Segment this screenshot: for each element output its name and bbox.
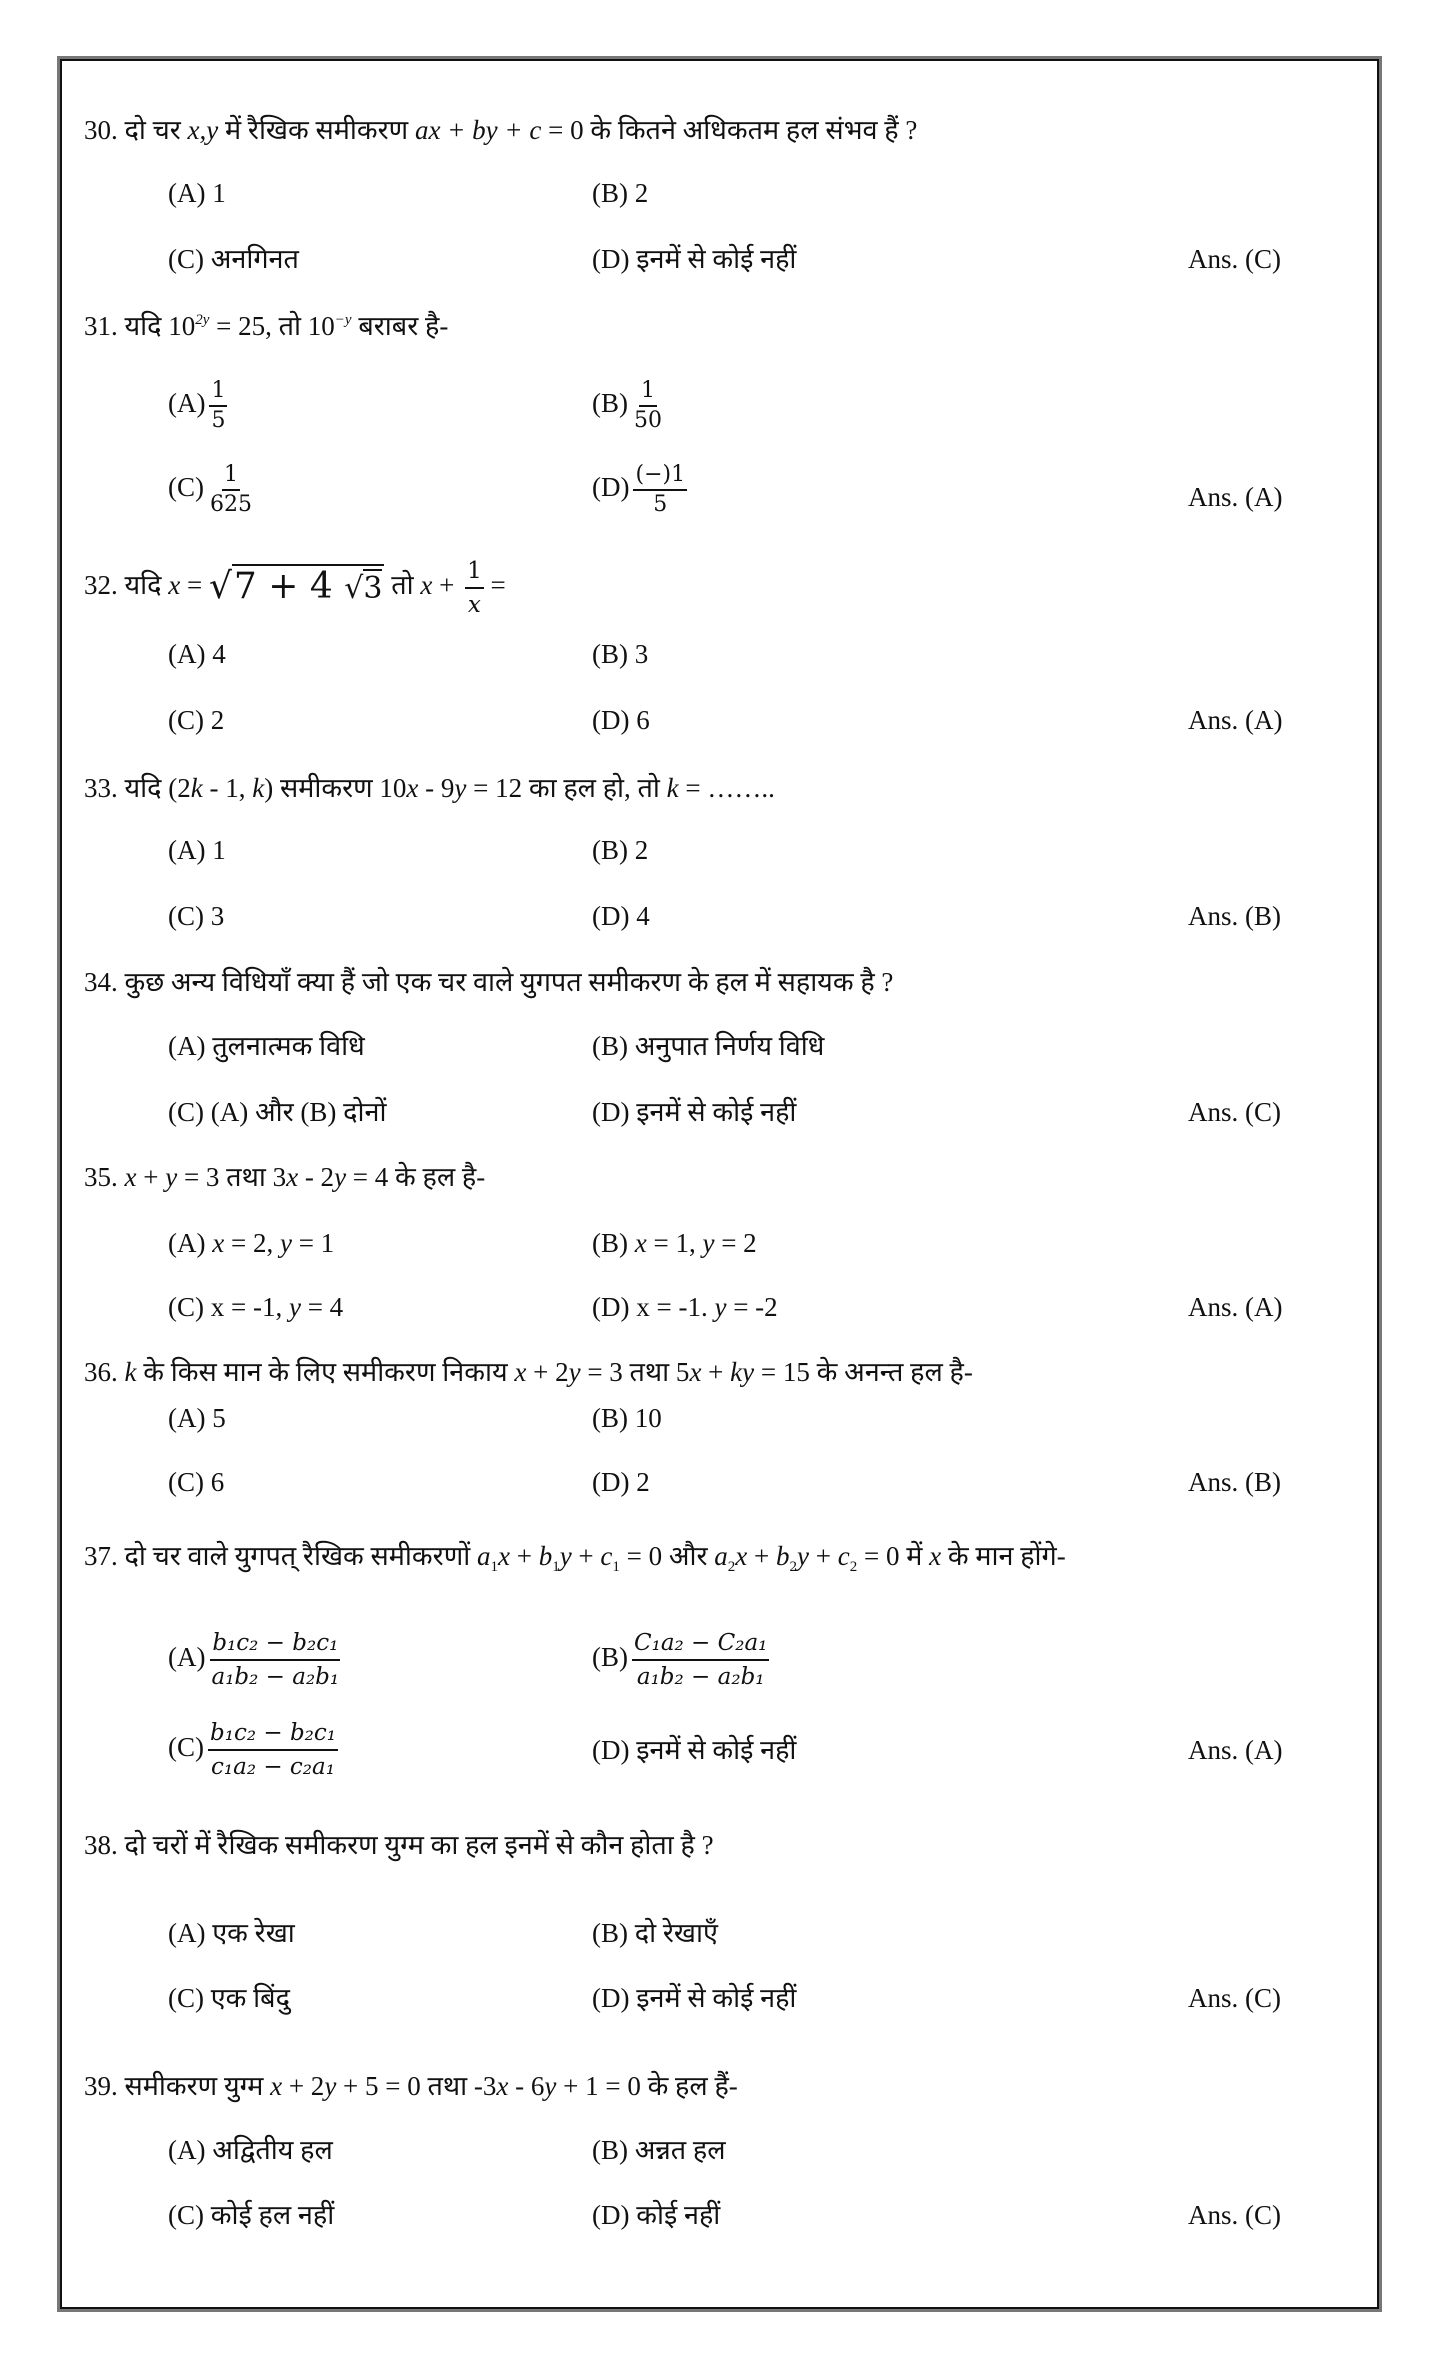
fraction: $\frac{\text{C₁a₂ − C₂a₁}}{\text{a₁b₂ − a₂b₁}}$ <box>634 1630 768 1690</box>
option-d: (D) x = -1. y = -2 <box>592 1292 778 1322</box>
question-number: 39. <box>84 2071 118 2101</box>
option-c: (C) 2 <box>168 705 225 735</box>
option-d: (D) इनमें से कोई नहीं <box>592 1735 797 1765</box>
option-d: (D) इनमें से कोई नहीं <box>592 1097 797 1127</box>
answer-label: Ans. (A) <box>1188 705 1283 735</box>
question-39: 39. समीकरण युग्म x + 2y + 5 = 0 तथा -3x - 6y + 1 = 0 के हल हैं- <box>84 2071 738 2101</box>
option-b: (B) 2 <box>592 835 649 865</box>
answer-label: Ans. (A) <box>1188 482 1283 512</box>
question-number: 38. <box>84 1830 118 1860</box>
answer-label: Ans. (B) <box>1188 901 1281 931</box>
answer-label: Ans. (C) <box>1188 1983 1281 2013</box>
question-number: 32. <box>84 570 118 601</box>
option-b: (B) अन्नत हल <box>592 2135 726 2165</box>
option-a: (A) 1 <box>168 178 226 208</box>
option-c: (C) एक बिंदु <box>168 1983 290 2013</box>
option-a: (A) तुलनात्मक विधि <box>168 1031 365 1061</box>
option-c: (C) 6 <box>168 1467 225 1497</box>
option-b: (B) 2 <box>592 178 649 208</box>
option-c: (C) (A) और (B) दोनों <box>168 1097 387 1127</box>
question-33: 33. यदि (2k - 1, k) समीकरण 10x - 9y = 12 का हल हो, तो k = …….. <box>84 773 775 803</box>
fraction: $\frac{\text{b₁c₂ − b₂c₁}}{\text{c₁a₂ − c₂a₁}}$ <box>210 1720 336 1780</box>
option-a: (A) अद्वितीय हल <box>168 2135 333 2165</box>
option-b: (B) x = 1, y = 2 <box>592 1228 757 1258</box>
question-number: 31. <box>84 311 118 341</box>
option-b: (B) 3 <box>592 639 649 669</box>
option-c: (C) कोई हल नहीं <box>168 2200 335 2230</box>
question-38: 38. दो चरों में रैखिक समीकरण युग्म का हल इनमें से कौन होता है ? <box>84 1830 714 1860</box>
question-number: 30. <box>84 115 118 145</box>
square-root: √7 + 4 √3 <box>208 566 383 607</box>
question-37: 37. दो चर वाले युगपत् रैखिक समीकरणों $a_1x + b_1y + c_1 = 0$ और $a_2x + b_2y + c_2 = 0$ में x के मान होंगे- <box>84 1541 1066 1575</box>
fraction: $\frac{(-)1}{5}$ <box>635 462 686 517</box>
option-d: (D) 6 <box>592 705 650 735</box>
answer-label: Ans. (C) <box>1188 1097 1281 1127</box>
option-a: (A) $\frac{1}{5}$ <box>168 378 226 433</box>
question-31: 31. यदि $10^{2y} = 25$, तो $10^{-y}$ बराबर है- <box>84 311 449 341</box>
option-b: (B) $\frac{1}{50}$ <box>592 378 662 433</box>
option-b: (B) दो रेखाएँ <box>592 1918 718 1948</box>
answer-label: Ans. (A) <box>1188 1292 1283 1322</box>
answer-label: Ans. (C) <box>1188 2200 1281 2230</box>
answer-label: Ans. (B) <box>1188 1467 1281 1497</box>
option-a: (A) 4 <box>168 639 226 669</box>
option-b: (B) 10 <box>592 1403 662 1433</box>
question-number: 33. <box>84 773 118 803</box>
fraction: $\frac{1}{x}$ <box>467 558 482 618</box>
option-a: (A) 1 <box>168 835 226 865</box>
option-d: (D) $\frac{(-)1}{5}$ <box>592 462 686 517</box>
question-30: 30. दो चर x,y में रैखिक समीकरण ax + by + c = 0 के कितने अधिकतम हल संभव हैं ? <box>84 115 918 145</box>
question-35: 35. x + y = 3 तथा 3x - 2y = 4 के हल है- <box>84 1162 486 1192</box>
option-a: (A) x = 2, y = 1 <box>168 1228 335 1258</box>
option-d: (D) इनमें से कोई नहीं <box>592 1983 797 2013</box>
question-32: 32. यदि x = √7 + 4 √3 तो x + $\frac{1}{x}$ = <box>84 558 506 618</box>
option-b: (B) $\frac{\text{C₁a₂ − C₂a₁}}{\text{a₁b₂ − a₂b₁}}$ <box>592 1630 768 1690</box>
fraction: $\frac{1}{625}$ <box>210 462 252 517</box>
fraction: $\frac{1}{50}$ <box>634 378 662 433</box>
fraction: $\frac{\text{b₁c₂ − b₂c₁}}{\text{a₁b₂ − a₂b₁}}$ <box>211 1630 340 1690</box>
option-c: (C) $\frac{1}{625}$ <box>168 462 252 517</box>
question-34: 34. कुछ अन्य विधियाँ क्या हैं जो एक चर वाले युगपत समीकरण के हल में सहायक है ? <box>84 967 894 997</box>
option-d: (D) इनमें से कोई नहीं <box>592 244 797 274</box>
question-number: 37. <box>84 1541 118 1571</box>
option-d: (D) 4 <box>592 901 650 931</box>
option-a: (A) 5 <box>168 1403 226 1433</box>
answer-label: Ans. (C) <box>1188 244 1281 274</box>
question-number: 36. <box>84 1357 118 1387</box>
option-d: (D) 2 <box>592 1467 650 1497</box>
question-number: 35. <box>84 1162 118 1192</box>
option-c: (C) 3 <box>168 901 225 931</box>
question-36: 36. k के किस मान के लिए समीकरण निकाय x + 2y = 3 तथा 5x + ky = 15 के अनन्त हल है- <box>84 1357 973 1387</box>
option-c: (C) अनगिनत <box>168 244 299 274</box>
option-c: (C) $\frac{\text{b₁c₂ − b₂c₁}}{\text{c₁a₂ − c₂a₁}}$ <box>168 1720 336 1780</box>
option-c: (C) x = -1, y = 4 <box>168 1292 344 1322</box>
question-number: 34. <box>84 967 118 997</box>
option-d: (D) कोई नहीं <box>592 2200 721 2230</box>
option-a: (A) एक रेखा <box>168 1918 295 1948</box>
fraction: $\frac{1}{5}$ <box>211 378 226 433</box>
answer-label: Ans. (A) <box>1188 1735 1283 1765</box>
option-a: (A) $\frac{\text{b₁c₂ − b₂c₁}}{\text{a₁b₂ − a₂b₁}}$ <box>168 1630 340 1690</box>
option-b: (B) अनुपात निर्णय विधि <box>592 1031 825 1061</box>
